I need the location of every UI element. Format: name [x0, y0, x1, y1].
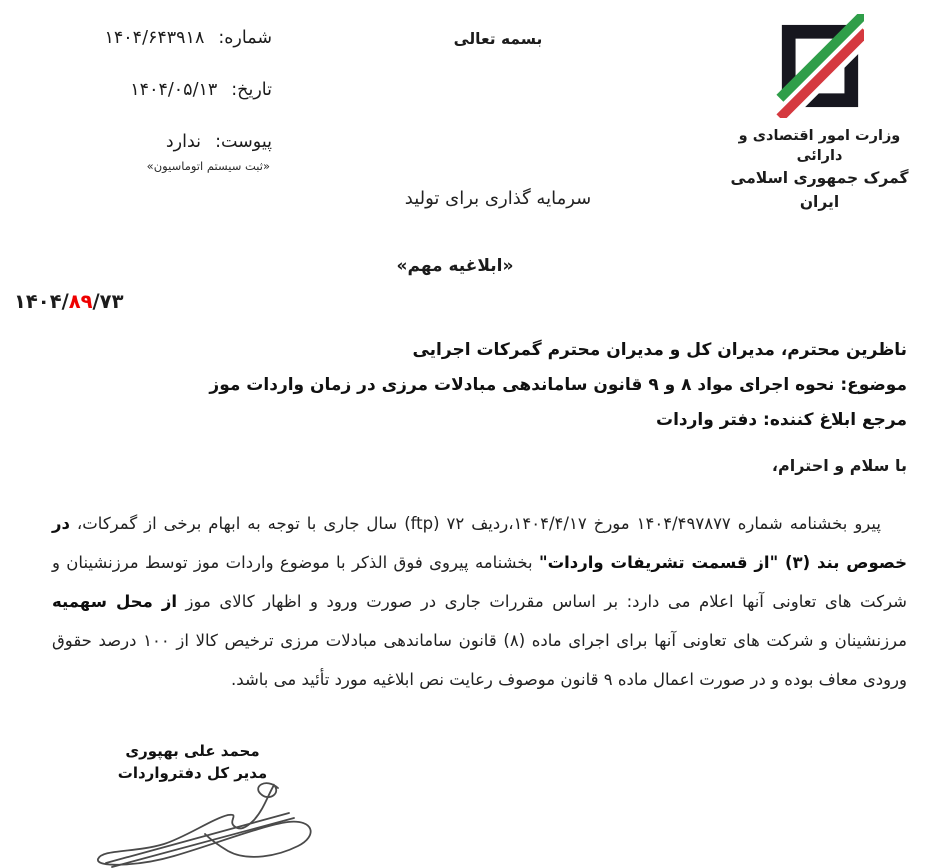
- letter-number-label: شماره:: [218, 28, 272, 48]
- signatory-name: محمد علی بهپوری: [125, 742, 260, 760]
- iran-customs-logo-icon: [776, 14, 864, 118]
- body-seg5: مرزنشینان و شرکت های تعاونی آنها برای اجرای ماده (۸) قانون ساماندهی مبادلات مرزی ترخیص کالا از ۱۰۰ درصد حقوق ورودی معاف بوده و در صورت اعمال ماده ۹ قانون موصوف رعایت نص ابلاغیه مورد تأئید می باشد.: [52, 630, 907, 689]
- ref-number-suffix: /۷۳: [92, 290, 124, 313]
- body-seg4-bold: از محل سهمیه: [52, 591, 177, 611]
- signatory-title: مدیر کل دفترواردات: [117, 764, 268, 782]
- signature-scribble-icon: [68, 779, 328, 868]
- body-seg1: پیرو بخشنامه شماره ۱۴۰۴/۴۹۷۸۷۷ مورخ ۱۴۰۴/۴/۱۷،ردیف ۷۲ (ftp) سال جاری با توجه به ابهام برخی از گمرکات،: [69, 513, 881, 533]
- ref-number-red-part: ۸۹: [68, 290, 93, 313]
- salutation: با سلام و احترام،: [771, 456, 907, 475]
- letter-number-value: ۱۴۰۴/۶۴۳۹۱۸: [104, 28, 205, 48]
- recipients-block: [60, 333, 907, 438]
- issuer-line: مرجع ابلاغ کننده: دفتر واردات: [656, 410, 907, 430]
- body-paragraph: [52, 504, 907, 699]
- attachment-label: پیوست:: [215, 132, 272, 152]
- automation-note: «ثبت سیستم اتوماسیون»: [146, 159, 270, 173]
- subject-line: موضوع: نحوه اجرای مواد ۸ و ۹ قانون ساماندهی مبادلات مرزی در زمان واردات موز: [209, 375, 907, 395]
- customs-name: گمرک جمهوری اسلامی ایران: [730, 169, 909, 211]
- letterhead-slogan: سرمایه گذاری برای تولید: [404, 188, 592, 209]
- attachment-row: [12, 132, 272, 152]
- org-block: [717, 14, 922, 214]
- circular-ref-number: [14, 290, 123, 313]
- ref-number-prefix: ۱۴۰۴/: [14, 290, 69, 313]
- attachment-value: ندارد: [165, 132, 202, 152]
- body-seg3: بخشنامه پیروی فوق الذکر با موضوع واردات موز توسط مرزنشینان و شرکت های تعاونی آنها اعلام می دارد: بر اساس مقررات جاری در صورت ورود و اظهار کالای موز: [52, 552, 907, 611]
- body-seg2-bold: در خصوص بند (۳) "از قسمت تشریفات واردات": [52, 513, 907, 572]
- letter-date-value: ۱۴۰۴/۰۵/۱۳: [130, 80, 218, 100]
- notice-title: «ابلاغیه مهم»: [396, 256, 514, 276]
- recipients-line: ناظرین محترم، مدیران کل و مدیران محترم گمرکات اجرایی: [412, 340, 907, 360]
- signatory-block: [95, 740, 290, 784]
- ministry-name: وزارت امور اقتصادی و دارائی: [738, 128, 901, 164]
- meta-block: [12, 28, 272, 173]
- besmellah-text: بسمه تعالی: [453, 30, 543, 48]
- letter-date-row: [12, 80, 272, 100]
- letter-date-label: تاریخ:: [231, 80, 272, 100]
